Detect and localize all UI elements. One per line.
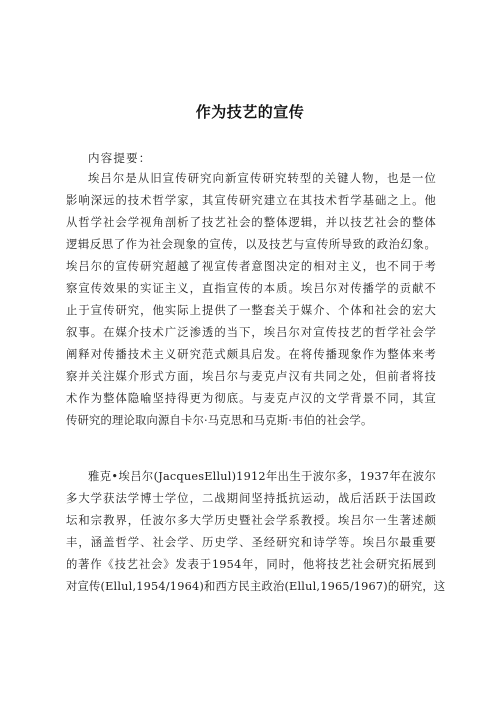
abstract-line: 逻辑反思了作为社会现象的宣传，以及技艺与宣传所导致的政治幻象。 xyxy=(66,238,436,251)
body-line: 坛和宗教界，任波尔多大学历史暨社会学系教授。埃吕尔一生著述颇 xyxy=(66,514,436,527)
body-line: 雅克•埃吕尔(JacquesEllul)1912年出生于波尔多，1937年在波尔 xyxy=(88,470,436,483)
body-line: 丰，涵盖哲学、社会学、历史学、圣经研究和诗学等。埃吕尔最重要 xyxy=(66,536,436,549)
abstract-line: 察宣传效果的实证主义，直指宣传的本质。埃吕尔对传播学的贡献不 xyxy=(66,282,436,295)
abstract-line: 埃吕尔是从旧宣传研究向新宣传研究转型的关键人物，也是一位 xyxy=(88,172,436,185)
abstract-line: 止于宣传研究，他实际上提供了一整套关于媒介、个体和社会的宏大 xyxy=(66,304,436,317)
abstract-line: 影响深远的技术哲学家，其宣传研究建立在其技术哲学基础之上。他 xyxy=(66,194,436,207)
abstract-line: 阐释对传播技术主义研究范式颇具启发。在将传播现象作为整体来考 xyxy=(66,348,436,361)
abstract-label: 内容提要： xyxy=(88,151,152,165)
abstract-line: 察并关注媒介形式方面，埃吕尔与麦克卢汉有共同之处，但前者将技 xyxy=(66,370,436,383)
body-line: 对宣传(Ellul,1954/1964)和西方民主政治(Ellul,1965/1967)的研究，这 xyxy=(66,580,446,593)
abstract-line: 叙事。在媒介技术广泛渗透的当下，埃吕尔对宣传技艺的哲学社会学 xyxy=(66,326,436,339)
abstract-line: 术作为整体隐喻坚持得更为彻底。与麦克卢汉的文学背景不同，其宣 xyxy=(66,392,436,405)
body-line: 多大学获法学博士学位，二战期间坚持抵抗运动，战后活跃于法国政 xyxy=(66,492,436,505)
article-title: 作为技艺的宣传 xyxy=(195,103,305,121)
abstract-line: 埃吕尔的宣传研究超越了视宣传者意图决定的相对主义，也不同于考 xyxy=(66,260,436,273)
abstract-line: 从哲学社会学视角剖析了技艺社会的整体逻辑，并以技艺社会的整体 xyxy=(66,216,436,229)
body-line: 的著作《技艺社会》发表于1954年，同时，他将技艺社会研究拓展到 xyxy=(66,558,436,571)
abstract-line: 传研究的理论取向源自卡尔·马克思和马克斯·韦伯的社会学。 xyxy=(66,414,373,427)
